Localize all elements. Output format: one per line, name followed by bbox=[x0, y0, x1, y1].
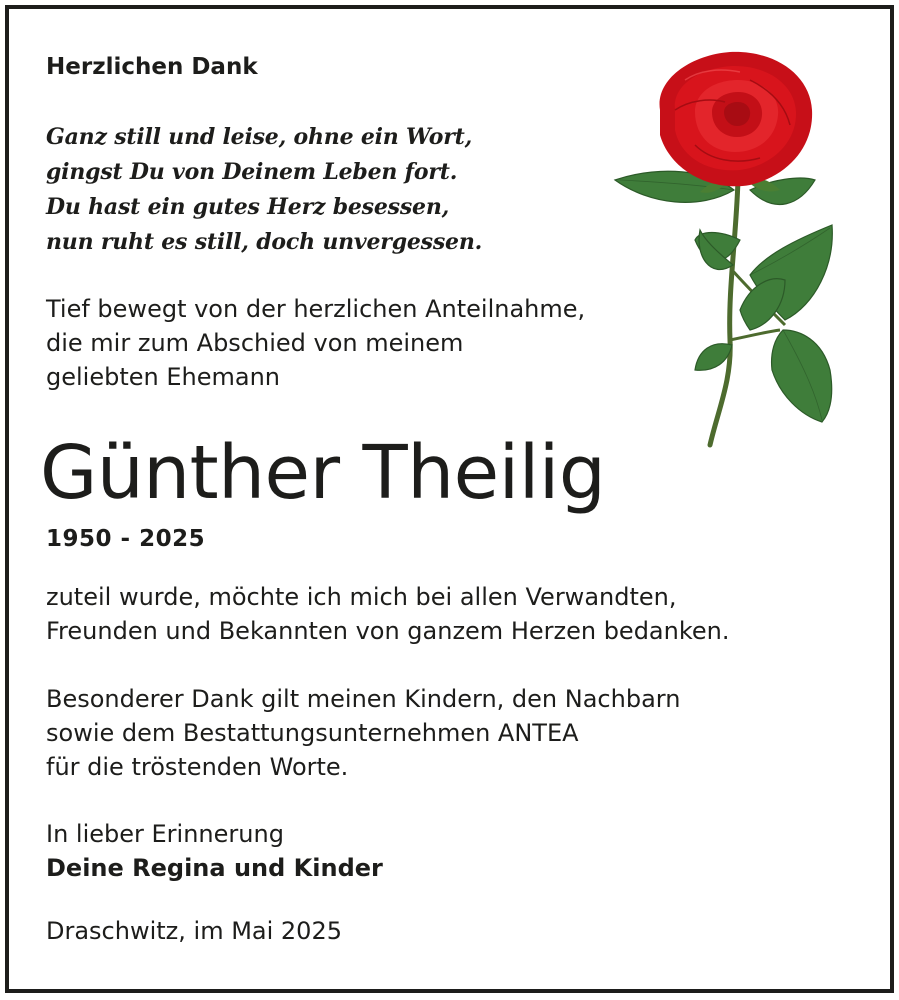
heading: Herzlichen Dank bbox=[46, 54, 258, 80]
special-thanks-text bbox=[46, 682, 680, 784]
thanks-line: Freunden und Bekannten von ganzem Herzen bedanken. bbox=[46, 617, 730, 645]
rose-bloom bbox=[660, 52, 813, 186]
closing-phrase: In lieber Erinnerung bbox=[46, 820, 284, 848]
rose-stem bbox=[710, 180, 738, 445]
poem-line: Du hast ein gutes Herz besessen, bbox=[46, 194, 450, 220]
signature: Deine Regina und Kinder bbox=[46, 854, 383, 882]
poem-line: Ganz still und leise, ohne ein Wort, bbox=[46, 124, 473, 150]
intro-line: geliebten Ehemann bbox=[46, 363, 280, 391]
poem bbox=[46, 120, 482, 260]
thanks-text bbox=[46, 580, 730, 648]
thanks-line: zuteil wurde, möchte ich mich bei allen Verwandten, bbox=[46, 583, 677, 611]
intro-line: die mir zum Abschied von meinem bbox=[46, 329, 464, 357]
place-date: Draschwitz, im Mai 2025 bbox=[46, 917, 342, 945]
special-line: für die tröstenden Worte. bbox=[46, 753, 349, 781]
special-line: Besonderer Dank gilt meinen Kindern, den Nachbarn bbox=[46, 685, 681, 713]
life-years: 1950 - 2025 bbox=[46, 526, 206, 552]
intro-text bbox=[46, 292, 585, 394]
deceased-name: Günther Theilig bbox=[40, 430, 606, 516]
rose-illustration bbox=[600, 40, 860, 460]
special-line: sowie dem Bestattungsunternehmen ANTEA bbox=[46, 719, 579, 747]
intro-line: Tief bewegt von der herzlichen Anteilnahme, bbox=[46, 295, 586, 323]
poem-line: gingst Du von Deinem Leben fort. bbox=[46, 159, 458, 185]
poem-line: nun ruht es still, doch unvergessen. bbox=[46, 229, 483, 255]
